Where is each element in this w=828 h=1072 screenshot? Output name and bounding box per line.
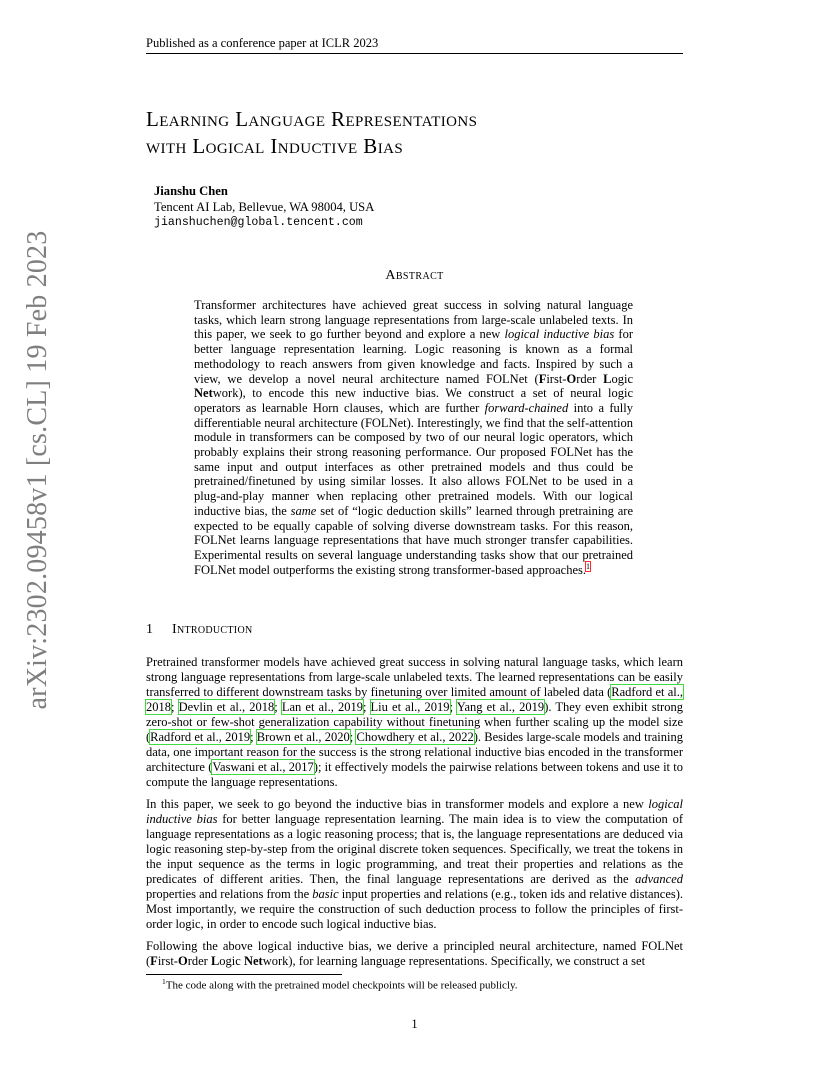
text-run: ogic [611, 371, 634, 386]
text-run: ; [274, 700, 282, 714]
footnote-mark: 1 [162, 977, 166, 986]
text-run: ). They even exhibit strong zero-shot or few-shot generalization capability without finetuning when further scaling up the model size ( [146, 700, 683, 744]
citation-link[interactable]: Liu et al., 2019 [370, 700, 450, 714]
citation-link[interactable]: Chowdhery et al., 2022 [356, 730, 474, 744]
text-run: into a fully differentiable neural architecture (FOLNet). Interestingly, we find that the self-attention module in transformers can be composed by two of our neural logic operators, which probably explains their strong reasoning performance. Our proposed FOLNet has the same input and output interfaces as other pretrained models and thus could be pretrained/finetuned by using similar losses. It also allows FOLNet to be used in a plug-and-play manner when replacing other pretrained models. With our logical inductive bias, the [194, 400, 633, 518]
title-segment: epresentations [345, 107, 478, 131]
footnote-rule [146, 974, 342, 975]
author-email[interactable]: jianshuchen@global.tencent.com [154, 216, 363, 229]
text-run: ; [362, 700, 371, 714]
text-run: irst- [546, 371, 567, 386]
title-segment: ogical [205, 134, 271, 158]
page-number: 1 [411, 1017, 418, 1031]
title-segment: L [146, 107, 160, 131]
author-block [154, 184, 374, 231]
text-run: set of “logic deduction skills” learned through pretraining are expected to be equally capable of solving diverse downstream tasks. For this reason, FOLNet learns language representations that have much stronger transfer capabilities. Experimental results on several language understanding tasks show that our pretrained FOLNet model outperforms the existing strong transformer-based approaches. [194, 503, 634, 577]
title-segment: R [331, 107, 346, 131]
bold-letter: F [150, 954, 158, 968]
text-run: ). Besides large-scale models and training data, one important reason for the success is the strong relational inductive bias encoded in the transformer architecture ( [146, 730, 683, 774]
bold-letter: O [566, 371, 577, 386]
text-run: input properties and relations (e.g., token ids and relative distances). Most importantly, we require the construction of such deduction process to follow the principles of first-order logic, in order to encode such logical inductive bias. [146, 887, 684, 931]
citation-link[interactable]: Radford et al., 2019 [150, 730, 251, 744]
text-run: ; [449, 700, 457, 714]
emphasis: logical inductive bias [146, 797, 683, 826]
citation-link[interactable]: Vaswani et al., 2017 [212, 760, 314, 774]
section-title [172, 622, 253, 637]
text-run: work), for learning language representations. Specifically, we construct a set [262, 954, 646, 968]
emphasis: basic [312, 887, 339, 901]
citation-link[interactable]: Devlin et al., 2018 [178, 700, 275, 714]
text-run: ; [349, 730, 357, 744]
title-segment: ntroduction [176, 622, 253, 637]
text-run: ogic [219, 954, 244, 968]
title-segment: L [192, 134, 206, 158]
section-number: 1 [146, 622, 154, 637]
text-run: for better language representation learning. The main idea is to view the computation of language representations as a logic reasoning process; that is, the language representations are deduced via logic reasoning step-by-step from the original discrete token sequences. Specifically, we treat the tokens in the input sequence as the terms in logic programming, and treat their properties and relations as the predicates of different arities. Then, the final language representations are derived as the [146, 812, 683, 886]
author-name: Jianshu Chen [154, 184, 228, 198]
title-segment: I [270, 134, 278, 158]
text-run: work), to encode this new inductive bias. We construct a set of neural logic operators as learnable Horn clauses, which are further [194, 386, 633, 415]
running-header: Published as a conference paper at ICLR 2023 [146, 36, 379, 50]
title-segment: earning [159, 107, 236, 131]
text-run: In this paper, we seek to go beyond the inductive bias in transformer models and explore a new [146, 797, 649, 811]
emphasis: forward-chained [484, 400, 569, 415]
citation-link[interactable]: Radford et al., 2018 [146, 685, 683, 714]
citation-link[interactable]: Lan et al., 2019 [281, 700, 363, 714]
title-segment: I [172, 622, 177, 637]
header-rule [146, 53, 683, 54]
bold-letter: Net [194, 386, 213, 401]
emphasis: logical inductive bias [504, 327, 615, 342]
footnote [162, 977, 518, 992]
title-segment: ias [377, 134, 404, 158]
title-line-2 [146, 133, 683, 160]
bold-letter: Net [243, 954, 263, 968]
text-run: properties and relations from the [146, 887, 313, 901]
citation-link[interactable]: Yang et al., 2019 [456, 700, 545, 714]
text-run: ; [250, 730, 257, 744]
title-segment: B [363, 134, 378, 158]
author-affiliation: Tencent AI Lab, Bellevue, WA 98004, USA [154, 199, 375, 214]
text-run: irst- [157, 954, 178, 968]
text-run: ); it effectively models the pairwise relations between tokens and use it to compute the language representations. [146, 760, 683, 789]
emphasis: same [290, 503, 317, 518]
arxiv-stamp [18, 230, 58, 710]
citation-link[interactable]: Brown et al., 2020 [256, 730, 350, 744]
intro-paragraph-3 [146, 939, 683, 969]
bold-letter: F [538, 371, 547, 386]
text-run: Pretrained transformer models have achieved great success in solving natural language tasks, which learn strong language representations from large-scale unlabeled texts. The learned representations can be easily transferred to different downstream tasks by finetuning over limited amount of labeled data ( [146, 655, 683, 699]
title-line-1 [146, 106, 683, 133]
abstract-heading: Abstract [385, 268, 444, 283]
footnote-text: The code along with the pretrained model checkpoints will be released publicly. [165, 979, 518, 992]
text-run: rder [576, 371, 604, 386]
arxiv-stamp-text: arXiv:2302.09458v1 [cs.CL] 19 Feb 2023 [22, 230, 53, 710]
intro-paragraph-2 [146, 797, 683, 932]
text-run: Transformer architectures have achieved great success in solving natural language tasks, which learn strong language representations from large-scale unlabeled texts. In this paper, we seek to go further beyond and explore a new [194, 298, 633, 342]
footnote-link[interactable]: 1 [586, 561, 591, 571]
text-run: Following the above logical inductive bias, we derive a principled neural architecture, named FOLNet ( [146, 939, 683, 968]
intro-paragraph-1 [146, 655, 683, 790]
text-run: rder [187, 954, 211, 968]
section-heading-introduction [146, 622, 253, 638]
abstract-text [194, 298, 633, 577]
bold-letter: L [210, 954, 220, 968]
title-segment: nductive [277, 134, 364, 158]
text-run: for better language representation learning. Logic reasoning is known as a formal methodology to reach answers from given knowledge and facts. Inspired by such a view, we develop a novel neural architecture named FOLNet ( [194, 327, 634, 386]
text-run: ; [171, 700, 179, 714]
title-segment: L [235, 107, 249, 131]
paper-title [146, 106, 683, 160]
title-segment: anguage [248, 107, 332, 131]
bold-letter: L [603, 371, 612, 386]
bold-letter: O [177, 954, 188, 968]
title-segment: with [146, 134, 193, 158]
emphasis: advanced [635, 872, 683, 886]
